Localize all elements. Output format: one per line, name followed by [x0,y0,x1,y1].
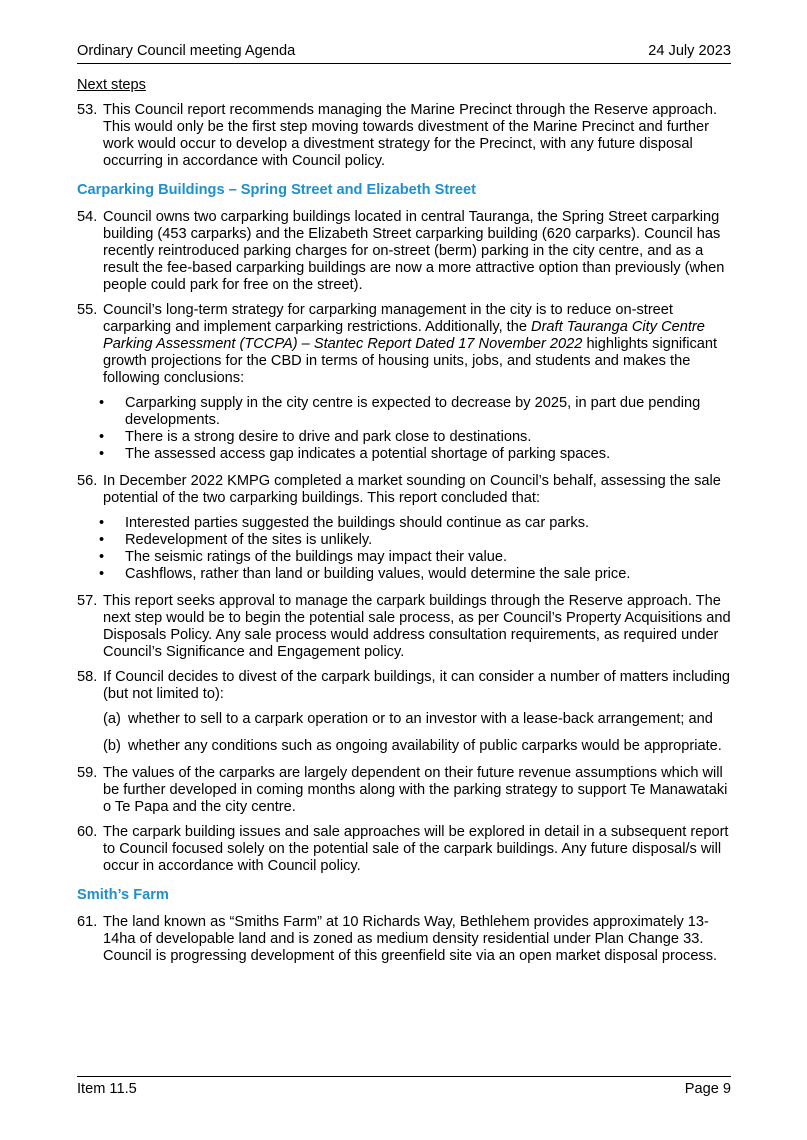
paragraph-text: Council’s long-term strategy for carparking management in the city is to reduce on-street carparking and implement carparking restrictions. Additionally, the [103,302,673,335]
paragraph-56 [77,473,731,507]
paragraph-text: The carpark building issues and sale approaches will be explored in detail in a subsequent report to Council focused solely on the potential sale of the carpark buildings. Any future disposal/s will occur in accordance with Council policy. [103,824,729,874]
bullet-icon: • [99,515,105,531]
subitem-label: (b) [103,738,121,754]
list-item: • Carparking supply in the city centre is expected to decrease by 2025, in part due pending developments. [99,395,701,428]
list-item: • Cashflows, rather than land or building values, would determine the sale price. [99,566,631,582]
list-item: • Redevelopment of the sites is unlikely. [99,532,373,548]
list-item: • There is a strong desire to drive and park close to destinations. [99,429,532,445]
footer-item: Item 11.5 [77,1081,137,1097]
subitem-a [77,711,731,728]
paragraph-text: If Council decides to divest of the carpark buildings, it can consider a number of matters including (but not limited to): [103,669,731,702]
bullet-list-56 [77,515,731,583]
paragraph-53 [77,102,731,170]
paragraph-61 [77,914,731,965]
list-item: • The seismic ratings of the buildings may impact their value. [99,549,508,565]
document-page [77,0,731,1140]
footer-page-number: Page 9 [684,1081,731,1097]
paragraph-59 [77,765,731,816]
page-header [77,43,731,64]
paragraph-number: 58. [77,669,98,685]
paragraph-text: This Council report recommends managing the Marine Precinct through the Reserve approach. This would only be the first step moving towards divestment of the Marine Precinct and further work would occur to develop a divestment strategy for the Precinct, with any future disposal occurring in accordance with Council policy. [103,102,718,169]
paragraph-number: 55. [77,302,98,318]
paragraph-number: 53. [77,102,98,118]
paragraph-text: Council owns two carparking buildings located in central Tauranga, the Spring Street carparking building (453 carparks) and the Elizabeth Street carparking building (620 carparks). Council has recently reintroduced parking charges for on-street (berm) parking in the city centre, and as a result the fee-based carparking buildings are now a more attractive option than previously (when people could park for free on the street). [103,209,725,293]
bullet-icon: • [99,429,105,445]
paragraph-number: 54. [77,209,98,225]
paragraph-number: 61. [77,914,98,930]
paragraph-55 [77,302,731,387]
subitem-text: whether to sell to a carpark operation or to an investor with a lease-back arrangement; and [128,711,713,727]
paragraph-54 [77,209,731,294]
paragraph-text: highlights significant growth projections for the CBD in terms of housing units, jobs, and students and makes the following conclusions: [103,336,718,386]
bullet-icon: • [99,549,105,565]
subitem-b [77,738,731,755]
paragraph-number: 59. [77,765,98,781]
bullet-icon: • [99,395,105,411]
header-date: 24 July 2023 [648,43,731,59]
next-steps-heading: Next steps [77,77,146,93]
list-item: • The assessed access gap indicates a potential shortage of parking spaces. [99,446,611,462]
report-title: Draft Tauranga City Centre Parking Assessment (TCCPA) – Stantec Report Dated 17 November 2022 [103,319,705,352]
subitem-text: whether any conditions such as ongoing availability of public carparks would be appropriate. [128,738,722,754]
subitem-label: (a) [103,711,121,727]
paragraph-text: This report seeks approval to manage the carpark buildings through the Reserve approach. The next step would be to begin the potential sale process, as per Council’s Property Acquisitions and Disposals Policy. Any sale process would address consultation requirements, as required under Council’s Significance and Engagement policy. [103,593,731,660]
bullet-icon: • [99,446,105,462]
page-content [77,77,731,973]
carparking-heading: Carparking Buildings – Spring Street and Elizabeth Street [77,182,476,198]
paragraph-number: 57. [77,593,98,609]
paragraph-text: The land known as “Smiths Farm” at 10 Richards Way, Bethlehem provides approximately 13-14ha of developable land and is zoned as medium density residential under Plan Change 33. Council is progressing development of this greenfield site via an open market disposal process. [103,914,718,964]
bullet-list-55 [77,395,731,463]
paragraph-60 [77,824,731,875]
list-item: • Interested parties suggested the buildings should continue as car parks. [99,515,590,531]
header-title: Ordinary Council meeting Agenda [77,43,296,59]
paragraph-number: 56. [77,473,98,489]
paragraph-number: 60. [77,824,98,840]
paragraph-text: In December 2022 KMPG completed a market sounding on Council’s behalf, assessing the sale potential of the two carparking buildings. This report concluded that: [103,473,721,506]
page-footer [77,1076,731,1101]
paragraph-57 [77,593,731,661]
paragraph-text: The values of the carparks are largely dependent on their future revenue assumptions which will be further developed in coming months along with the parking strategy to support Te Manawataki o Te Papa and the city centre. [103,765,728,815]
bullet-icon: • [99,532,105,548]
bullet-icon: • [99,566,105,582]
smiths-farm-heading: Smith’s Farm [77,887,169,903]
paragraph-58 [77,669,731,703]
